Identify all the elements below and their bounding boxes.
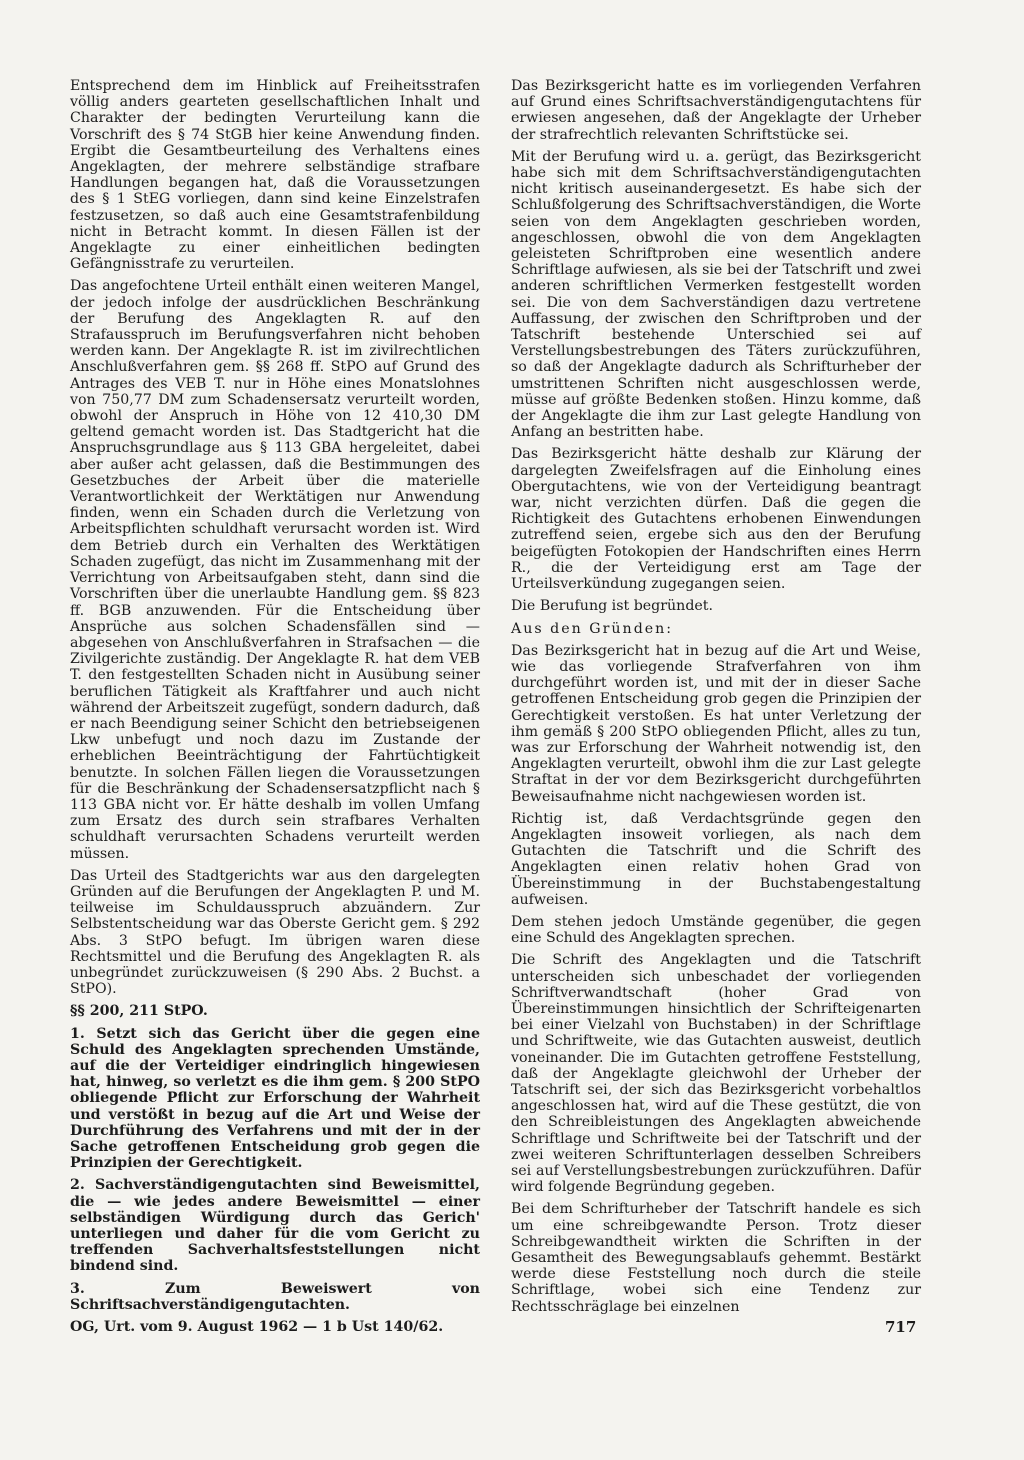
right-paragraph-8: Dem stehen jedoch Umstände gegenüber, die gegen eine Schuld des Angeklagten sprechen.	[511, 913, 921, 947]
court-citation: OG, Urt. vom 9. August 1962 — 1 b Ust 140/62.	[70, 1319, 444, 1336]
right-paragraph-1: Das Bezirksgericht hatte es im vorliegenden Verfahren auf Grund eines Schriftsachverständigengutachtens für erwiesen angesehen, daß der Angeklagte der Urheber der strafrechtlich relevanten Schriftstücke sei.	[511, 78, 921, 143]
right-paragraph-3: Das Bezirksgericht hätte deshalb zur Klärung der dargelegten Zweifelsfragen auf die Einholung eines Obergutachtens, wie von der Verteidigung beantragt war, nicht verzichten dürfen. Daß die gegen die Richtigkeit des Gutachtens erhobenen Einwendungen zutreffend seien, ergebe sich aus den der Berufung beigefügten Fotokopien der Handschriften eines Herrn R., die der Verteidigung erst am Tage der Urteilsverkündung zugegangen seien.	[511, 446, 921, 593]
headnote-3: 3. Zum Beweiswert von Schriftsachverständigengutachten.	[70, 1280, 480, 1313]
right-paragraph-7: Richtig ist, daß Verdachtsgründe gegen den Angeklagten insoweit vorliegen, als nach dem Gutachten die Tatschrift und die Schrift des Angeklagten einen relativ hohen Grad von Übereinstimmung in der Buchstabengestaltung aufweisen.	[511, 810, 921, 908]
headnote-2: 2. Sachverständigengutachten sind Beweismittel, die — wie jedes andere Beweismittel — einer selbständigen Würdigung durch das Gerich' unterliegen und daher für die vom Gericht zu treffenden Sachverhaltsfeststellungen nicht bindend sind.	[70, 1177, 480, 1275]
grounds-heading: Aus den Gründen:	[511, 620, 674, 637]
left-column	[70, 78, 480, 1341]
right-paragraph-6: Das Bezirksgericht hat in bezug auf die Art und Weise, wie das vorliegende Strafverfahren von ihm durchgeführt worden ist, und mit der in dieser Sache getroffenen Entscheidung grob gegen die Prinzipien der Gerechtigkeit verstoßen. Es hat unter Verletzung der ihm gemäß § 200 StPO obliegenden Pflicht, alles zu tun, was zur Erforschung der Wahrheit notwendig ist, den Angeklagten verurteilt, obwohl ihm die zur Last gelegte Straftat in der vor dem Bezirksgericht durchgeführten Beweisaufnahme nicht nachgewiesen worden ist.	[511, 642, 921, 805]
page-number: 717	[885, 1318, 917, 1336]
right-paragraph-9: Die Schrift des Angeklagten und die Tatschrift unterscheiden sich unbeschadet der vorliegenden Schriftverwandtschaft (hoher Grad von Übereinstimmungen hinsichtlich der Schrifteigenarten bei einer Vielzahl von Buchstaben) in der Schriftlage und Schriftweite, wie das Gutachten ausweist, deutlich voneinander. Die im Gutachten getroffene Feststellung, daß der Angeklagte gleichwohl der Urheber der Tatschrift sei, der sich das Bezirksgericht vorbehaltlos angeschlossen hat, wird auf die These gestützt, die von den Schreibleistungen des Angeklagten abweichende Schriftlage und Schriftweite bei der Tatschrift und der zwei weiteren Schriftunterlagen desselben Schreibers sei auf Verstellungsbestrebungen zurückzuführen. Dafür wird folgende Begründung gegeben.	[511, 952, 921, 1196]
right-paragraph-4: Die Berufung ist begründet.	[511, 598, 714, 615]
right-column	[511, 78, 921, 1321]
left-paragraph-3: Das Urteil des Stadtgerichts war aus den dargelegten Gründen auf die Berufungen der Angeklagten P. und M. teilweise im Schuldausspruch abzuändern. Zur Selbstentscheidung war das Oberste Gericht gem. § 292 Abs. 3 StPO befugt. Im übrigen waren diese Rechtsmittel und die Berufung des Angeklagten R. als unbegründet zurückzuweisen (§ 290 Abs. 2 Buchst. a StPO).	[70, 867, 480, 998]
right-paragraph-2: Mit der Berufung wird u. a. gerügt, das Bezirksgericht habe sich mit dem Schriftsachverständigengutachten nicht kritisch auseinandergesetzt. Es habe sich der Schlußfolgerung des Schriftsachverständigen, die Worte seien von dem Angeklagten geschrieben worden, angeschlossen, obwohl die von dem Angeklagten geleisteten Schriftproben eine wesentlich andere Schriftlage aufwiesen, als sie bei der Tatschrift und zwei anderen schriftlichen Vermerken festgestellt worden sei. Die von dem Sachverständigen dazu vertretene Auffassung, der zwischen den Schriftproben und der Tatschrift bestehende Unterschied sei auf Verstellungsbestrebungen des Täters zurückzuführen, so daß der Angeklagte dadurch als Schrifturheber der umstrittenen Schriften nicht ausgeschlossen werde, müsse auf größte Bedenken stoßen. Hinzu komme, daß der Angeklagte die ihm zur Last gelegte Handlung von Anfang an bestritten habe.	[511, 148, 921, 441]
headnote-1: 1. Setzt sich das Gericht über die gegen eine Schuld des Angeklagten sprechenden Umstände, auf die der Verteidiger eindringlich hingewiesen hat, hinweg, so verletzt es die ihm gem. § 200 StPO obliegende Pflicht zur Erforschung der Wahrheit und verstößt in bezug auf die Art und Weise der Durchführung des Verfahrens und mit der in der Sache getroffenen Entscheidung grob gegen die Prinzipien der Gerechtigkeit.	[70, 1025, 480, 1172]
left-paragraph-2: Das angefochtene Urteil enthält einen weiteren Mangel, der jedoch infolge der ausdrücklichen Beschränkung der Berufung des Angeklagten R. auf den Strafausspruch im Berufungsverfahren nicht behoben werden kann. Der Angeklagte R. ist im zivilrechtlichen Anschlußverfahren gem. §§ 268 ff. StPO auf Grund des Antrages des VEB T. nur in Höhe eines Monatslohnes von 750,77 DM zum Schadensersatz verurteilt worden, obwohl der Anspruch in Höhe von 12 410,30 DM geltend gemacht worden ist. Das Stadtgericht hat die Anspruchsgrundlage aus § 113 GBA hergeleitet, dabei aber außer acht gelassen, daß die Bestimmungen des Gesetzbuches der Arbeit über die materielle Verantwortlichkeit der Werktätigen nur Anwendung finden, wenn ein Schaden durch die Verletzung von Arbeitspflichten schuldhaft verursacht worden ist. Wird dem Betrieb durch ein Verhalten des Werktätigen Schaden zugefügt, das nicht im Zusammenhang mit der Verrichtung von Arbeitsaufgaben steht, dann sind die Vorschriften über die unerlaubte Handlung gem. §§ 823 ff. BGB anzuwenden. Für die Entscheidung über Ansprüche aus solchen Schadensfällen sind — abgesehen von Anschlußverfahren in Strafsachen — die Zivilgerichte zuständig. Der Angeklagte R. hat dem VEB T. den festgestellten Schaden nicht in Ausübung seiner beruflichen Tätigkeit als Kraftfahrer und auch nicht während der Arbeitszeit zugefügt, sondern dadurch, daß er nach Beendigung seiner Schicht den betriebseigenen Lkw unbefugt und noch dazu im Zustande der erheblichen Beeinträchtigung der Fahrtüchtigkeit benutzte. In solchen Fällen liegen die Voraussetzungen für die Beschränkung der Schadensersatzpflicht nach § 113 GBA nicht vor. Er hätte deshalb im vollen Umfang zum Ersatz des durch sein strafbares Verhalten schuldhaft verursachten Schadens verurteilt werden müssen.	[70, 278, 480, 862]
left-paragraph-1: Entsprechend dem im Hinblick auf Freiheitsstrafen völlig anders gearteten gesellschaftlichen Inhalt und Charakter der bedingten Verurteilung kann die Vorschrift des § 74 StGB hier keine Anwendung finden. Ergibt die Gesamtbeurteilung des Verhaltens eines Angeklagten, der mehrere selbständige strafbare Handlungen begangen hat, daß die Voraussetzungen des § 1 StEG vorliegen, dann sind keine Einzelstrafen festzusetzen, so daß auch eine Gesamtstrafenbildung nicht in Betracht kommt. In diesen Fällen ist der Angeklagte zu einer einheitlichen bedingten Gefängnisstrafe zu verurteilen.	[70, 78, 480, 273]
section-heading: §§ 200, 211 StPO.	[70, 1003, 208, 1020]
right-paragraph-10: Bei dem Schrifturheber der Tatschrift handele es sich um eine schreibgewandte Person. Trotz dieser Schreibgewandtheit wirkten die Schriften in der Gesamtheit des Bewegungsablaufs gehemmt. Bestärkt werde diese Feststellung noch durch die steile Schriftlage, wobei sich eine Tendenz zur Rechtsschräglage bei einzelnen	[511, 1201, 921, 1315]
